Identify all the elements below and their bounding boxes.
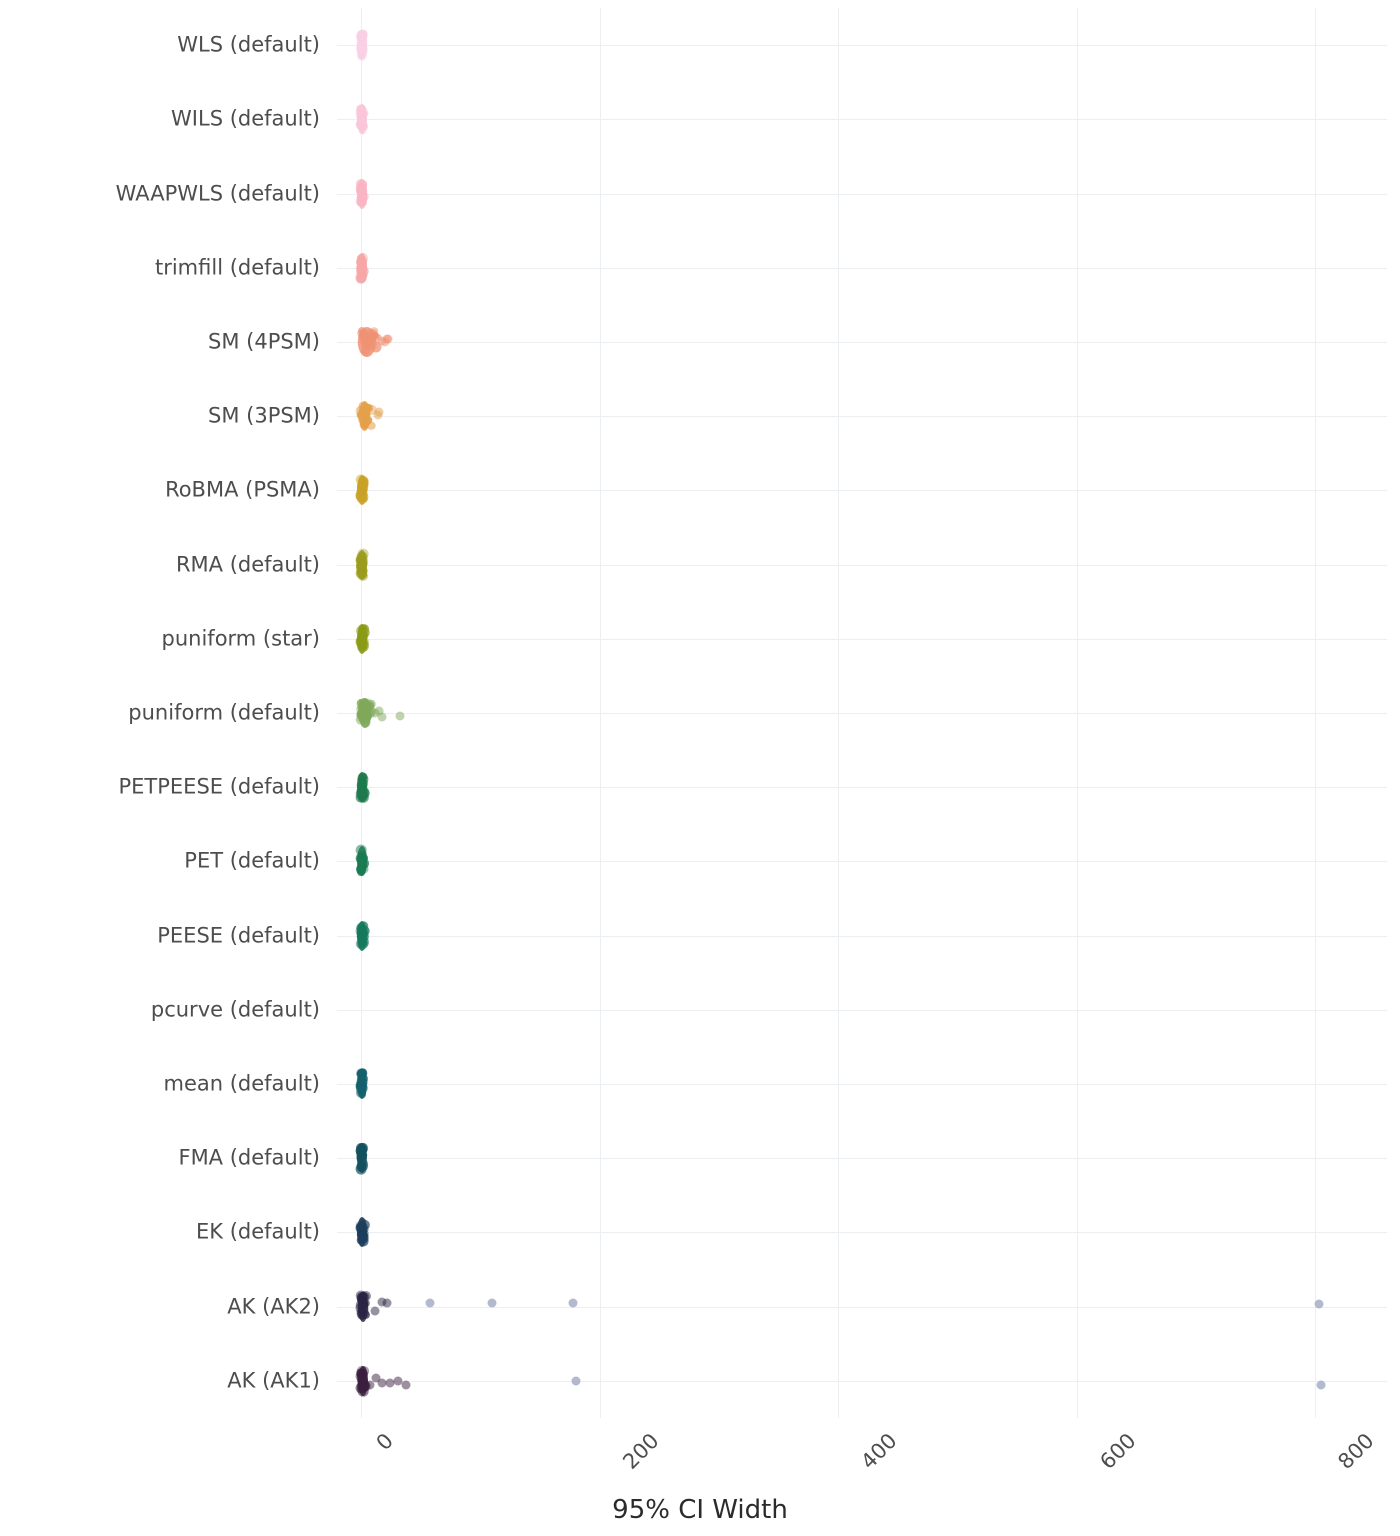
outlier-point bbox=[383, 1299, 392, 1308]
raincloud-row bbox=[337, 530, 1387, 600]
data-point bbox=[357, 197, 367, 207]
outlier-point bbox=[384, 335, 393, 344]
raincloud-row bbox=[337, 1049, 1387, 1119]
data-point bbox=[356, 636, 367, 647]
outlier-point bbox=[1314, 1300, 1323, 1309]
y-axis-tick-label: AK (AK1) bbox=[227, 1368, 320, 1393]
raincloud-row bbox=[337, 1197, 1387, 1267]
data-point bbox=[357, 1299, 368, 1310]
x-axis-title: 95% CI Width bbox=[612, 1495, 788, 1525]
data-point bbox=[358, 122, 368, 132]
data-point bbox=[363, 404, 371, 412]
y-axis-tick-label: SM (3PSM) bbox=[208, 403, 320, 428]
y-axis-tick-label: PET (default) bbox=[184, 848, 320, 873]
data-point bbox=[359, 266, 367, 274]
data-point bbox=[359, 1292, 368, 1301]
raincloud-row bbox=[337, 678, 1387, 748]
data-point bbox=[359, 712, 367, 720]
outlier-point bbox=[426, 1299, 435, 1308]
y-axis-tick-label: FMA (default) bbox=[178, 1145, 320, 1170]
outlier-point bbox=[374, 407, 383, 416]
raincloud-row bbox=[337, 1123, 1387, 1193]
raincloud-row bbox=[337, 159, 1387, 229]
plot-panel bbox=[337, 8, 1387, 1418]
x-axis-tick-label: 200 bbox=[617, 1428, 664, 1474]
data-point bbox=[357, 1236, 366, 1245]
data-point bbox=[359, 570, 367, 578]
outlier-point bbox=[488, 1298, 497, 1307]
data-point bbox=[358, 1151, 367, 1160]
y-axis-tick-label: EK (default) bbox=[196, 1219, 320, 1244]
data-point bbox=[357, 51, 367, 61]
raincloud-row bbox=[337, 1272, 1387, 1342]
x-axis-tick-label: 0 bbox=[371, 1428, 398, 1456]
outlier-point bbox=[366, 1381, 375, 1390]
outlier-point bbox=[569, 1299, 578, 1308]
data-point bbox=[356, 1162, 366, 1172]
y-axis-tick-label: puniform (default) bbox=[128, 700, 320, 725]
y-axis-tick-label: RMA (default) bbox=[175, 552, 320, 577]
y-axis-tick-label: SM (4PSM) bbox=[208, 329, 320, 354]
raincloud-row bbox=[337, 901, 1387, 971]
outlier-point bbox=[396, 711, 405, 720]
raincloud-row bbox=[337, 381, 1387, 451]
raincloud-row bbox=[337, 826, 1387, 896]
y-axis-labels bbox=[0, 8, 320, 1418]
y-axis-tick-label: PETPEESE (default) bbox=[118, 774, 320, 799]
outlier-point bbox=[571, 1377, 580, 1386]
y-axis-tick-label: pcurve (default) bbox=[150, 997, 320, 1022]
data-point bbox=[357, 866, 366, 875]
y-axis-tick-label: RoBMA (PSMA) bbox=[165, 477, 320, 502]
y-axis-tick-label: AK (AK2) bbox=[227, 1294, 320, 1319]
x-axis-tick-label: 800 bbox=[1333, 1428, 1380, 1474]
raincloud-row bbox=[337, 455, 1387, 525]
raincloud-row bbox=[337, 752, 1387, 822]
y-axis-tick-label: mean (default) bbox=[163, 1071, 320, 1096]
raincloud-row bbox=[337, 84, 1387, 154]
raincloud-row bbox=[337, 1346, 1387, 1416]
raincloud-row bbox=[337, 233, 1387, 303]
raincloud-row bbox=[337, 307, 1387, 377]
data-point bbox=[358, 254, 366, 262]
y-axis-tick-label: PEESE (default) bbox=[157, 923, 320, 948]
x-axis-ticks bbox=[337, 1424, 1387, 1494]
outlier-point bbox=[402, 1381, 411, 1390]
data-point bbox=[357, 33, 365, 41]
outlier-point bbox=[371, 1307, 380, 1316]
y-axis-tick-label: WAAPWLS (default) bbox=[115, 181, 320, 206]
x-axis-tick-label: 400 bbox=[856, 1428, 902, 1474]
raincloud-row bbox=[337, 975, 1387, 1045]
y-axis-tick-label: WLS (default) bbox=[177, 32, 320, 57]
x-axis-tick-label: 600 bbox=[1095, 1428, 1141, 1474]
data-point bbox=[358, 327, 366, 335]
data-point bbox=[358, 561, 366, 569]
outlier-point bbox=[378, 713, 387, 722]
raincloud-row bbox=[337, 604, 1387, 674]
y-axis-tick-label: trimfill (default) bbox=[154, 255, 320, 280]
y-axis-tick-label: WILS (default) bbox=[171, 106, 320, 131]
outlier-point bbox=[1317, 1381, 1326, 1390]
raincloud-row bbox=[337, 10, 1387, 80]
y-axis-tick-label: puniform (star) bbox=[161, 626, 320, 651]
